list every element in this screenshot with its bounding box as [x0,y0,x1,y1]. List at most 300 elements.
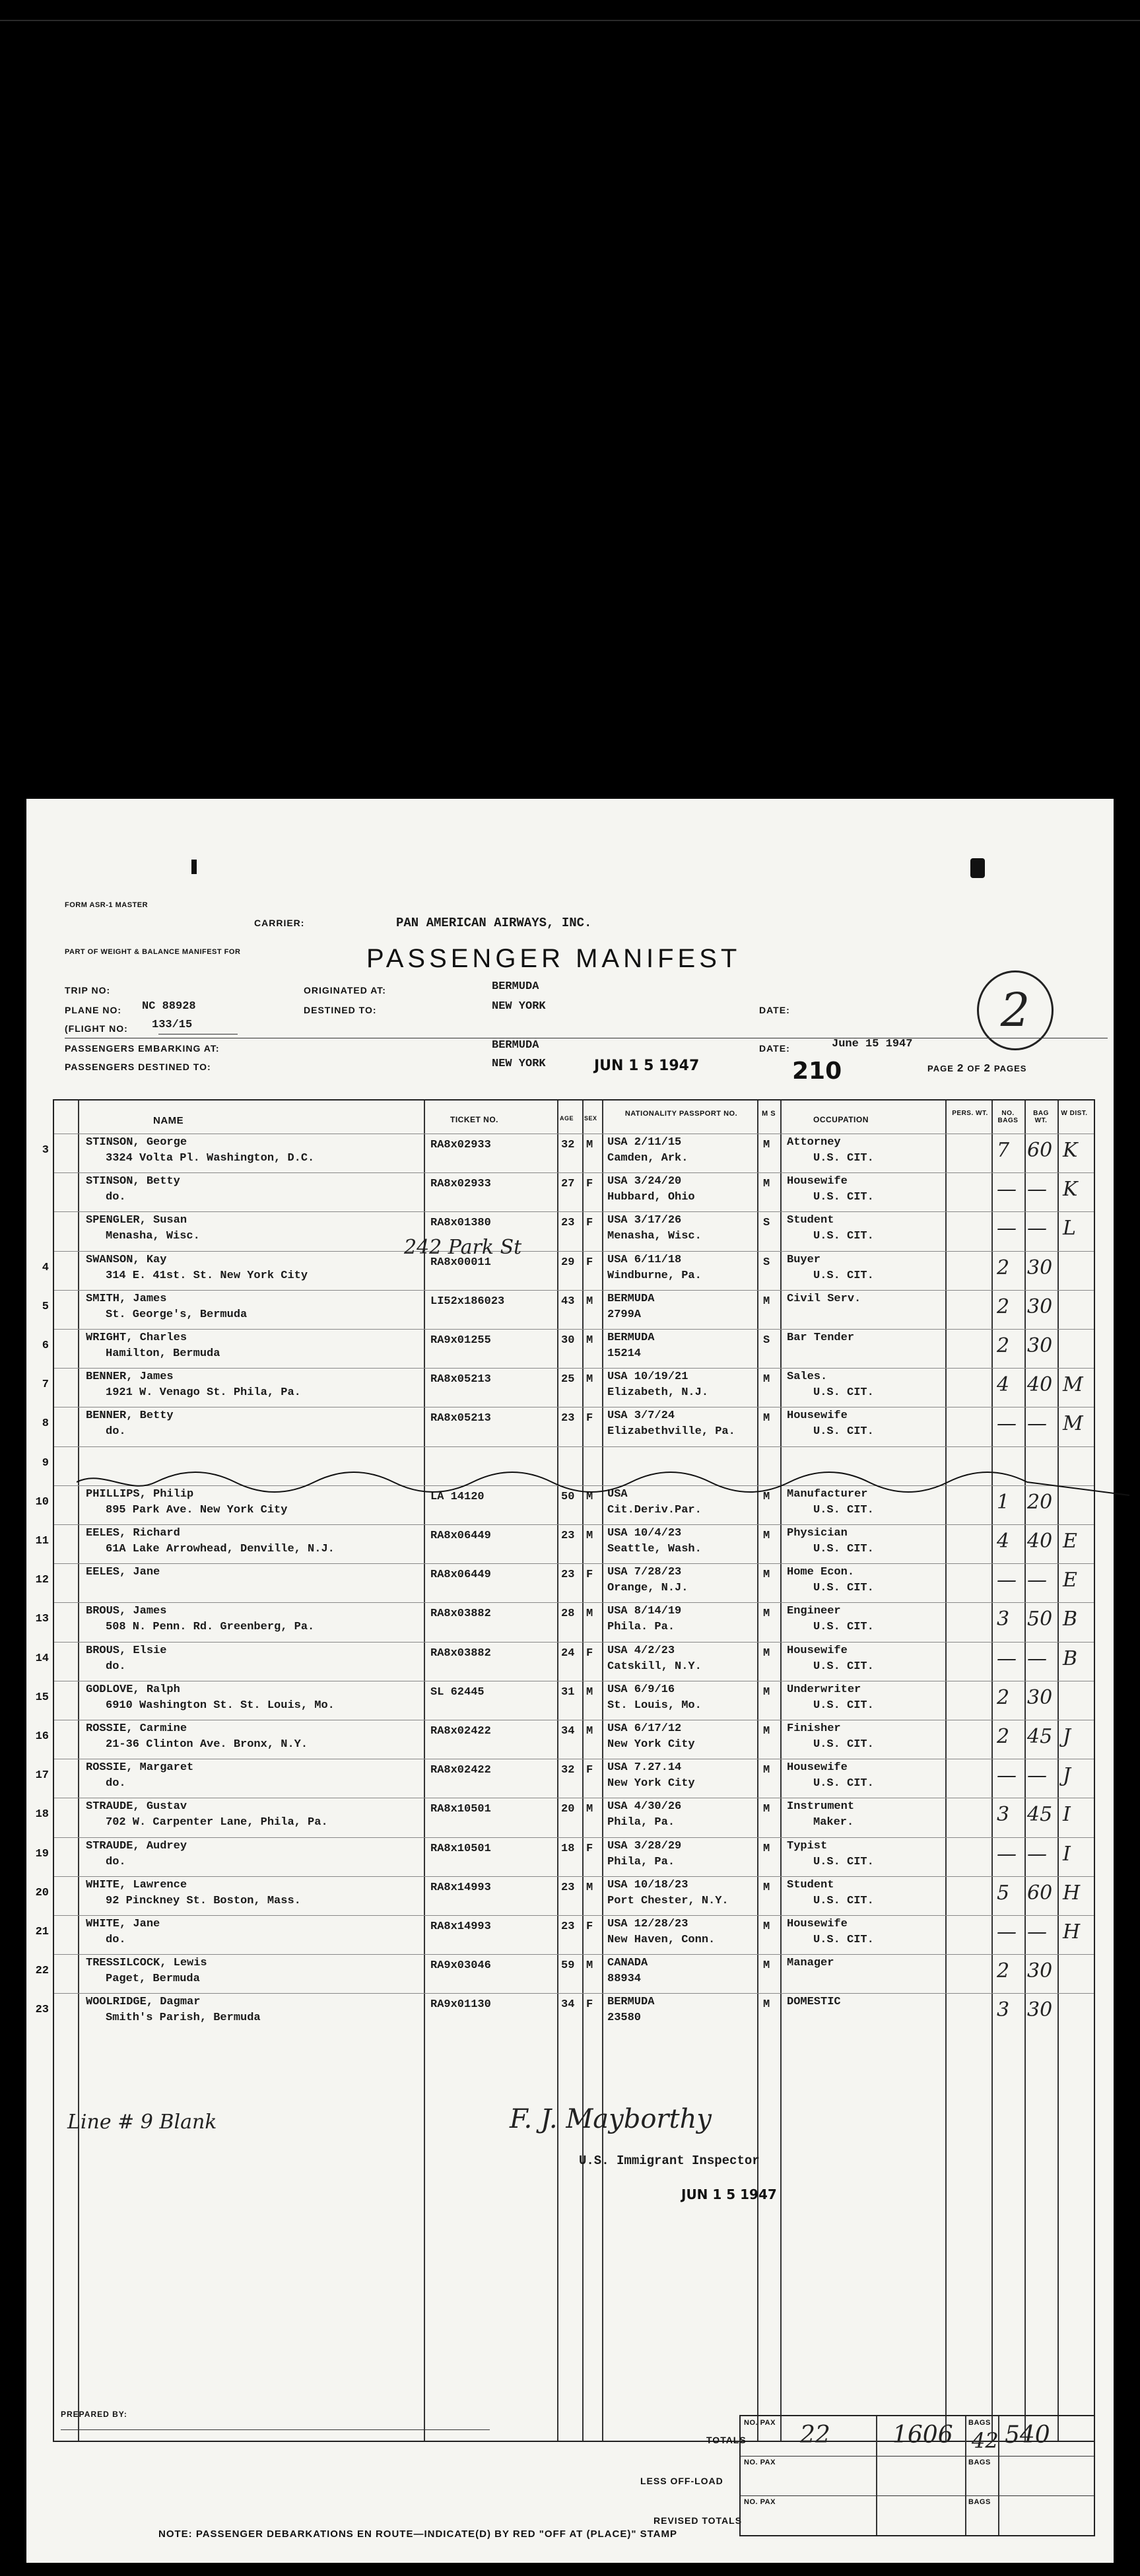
table-row [35,1681,1094,1720]
passenger-address: Hamilton, Bermuda [106,1347,220,1360]
table-row [54,1211,1094,1250]
bag-count: 2 [997,1256,1010,1279]
passenger-sex: M [586,1295,593,1308]
passenger-name: TRESSILCOCK, Lewis [86,1957,207,1970]
flight-label: (FLIGHT NO: [65,1023,128,1034]
passenger-address: 3324 Volta Pl. Washington, D.C. [106,1152,315,1165]
passenger-sex: F [586,1998,593,2012]
weight-dist: M [1063,1373,1083,1397]
occupation: Civil Serv. [787,1292,861,1305]
weight-dist: J [1063,1764,1071,1788]
birthplace: Phila, Pa. [607,1816,675,1829]
embarking-label: PASSENGERS EMBARKING AT: [65,1043,220,1054]
total-pax: 22 [800,2422,830,2449]
inspector-signature: F. J. Mayborthy [510,2104,712,2134]
marital-status: M [763,1569,770,1582]
marital-status: M [763,1530,770,1542]
form-number: FORM ASR-1 MASTER [65,901,149,909]
bag-weight: — [1027,1178,1047,1202]
table-row [35,1759,1094,1798]
no-pax-label: NO. PAX [744,2458,776,2466]
col-w-dist: W DIST. [1061,1110,1088,1117]
plane-value: NC 88928 [142,1000,196,1013]
row-number: 11 [35,1535,49,1547]
part-of-label: PART OF WEIGHT & BALANCE MANIFEST FOR [65,948,241,956]
weight-dist: I [1063,1842,1071,1866]
page-label: PAGE [927,1064,954,1073]
bag-count: 2 [997,1685,1010,1709]
col-ticket: TICKET NO. [450,1115,498,1124]
ticket-number: RA9x01255 [430,1334,491,1347]
bag-count: — [997,1646,1017,1670]
passenger-age: 23 [561,1217,575,1230]
birthplace: Seattle, Wash. [607,1543,702,1555]
destined2-label: PASSENGERS DESTINED TO: [65,1062,211,1072]
row-divider [54,1602,1094,1603]
passenger-address: do. [106,1855,126,1868]
col-divider [965,2416,966,2535]
passenger-address: do. [106,1934,126,1946]
passenger-name: GODLOVE, Ralph [86,1683,180,1696]
ticket-number: RA8x02422 [430,1764,491,1777]
marital-status: M [763,1412,770,1425]
passenger-sex: M [586,1334,593,1347]
marital-status: M [763,1881,770,1894]
occupation: Housewife [787,1644,848,1657]
bag-count: — [997,1569,1017,1592]
passenger-name: WHITE, Jane [86,1918,160,1930]
bag-weight: 60 [1027,1139,1053,1162]
bag-count: — [997,1217,1017,1240]
bag-count: — [997,1764,1017,1788]
birthplace: 88934 [607,1973,642,1986]
passenger-age: 30 [561,1334,575,1347]
passenger-sex: F [586,1256,593,1269]
nationality: USA 4/2/23 [607,1644,675,1657]
ticket-number: RA8x02422 [430,1725,491,1738]
passenger-sex: M [586,1725,593,1738]
strike-wave [77,1466,1129,1505]
passenger-age: 23 [561,1569,575,1582]
date2-label: DATE: [759,1043,790,1054]
bags-label: BAGS [968,2419,991,2427]
col-divider [876,2416,877,2535]
destined-label: DESTINED TO: [304,1005,377,1015]
table-row [35,1524,1094,1563]
table-row [42,1368,1094,1407]
marital-status: M [763,1803,770,1816]
ticket-number: RA8x06449 [430,1530,491,1542]
row-divider [54,1563,1094,1564]
manifest-number-stamp: 210 [792,1058,842,1085]
passenger-age: 18 [561,1842,575,1855]
passenger-sex: M [586,1803,593,1816]
passenger-name: EELES, Jane [86,1566,160,1579]
ticket-number: RA9x03046 [430,1959,491,1973]
citizenship: U.S. CIT. [813,1152,874,1165]
passenger-address: do. [106,1660,126,1673]
occupation: Attorney [787,1136,841,1149]
table-row [42,1290,1094,1329]
citizenship: U.S. CIT. [813,1230,874,1243]
citizenship: U.S. CIT. [813,1386,874,1400]
birthplace: New Haven, Conn. [607,1934,716,1946]
marital-status: M [763,1959,770,1973]
marital-status: M [763,1646,770,1660]
passenger-sex: M [586,1373,593,1386]
birthplace: Phila. Pa. [607,1621,675,1634]
nationality: USA 3/7/24 [607,1409,675,1423]
bag-count: 5 [997,1881,1010,1905]
bag-weight: — [1027,1646,1047,1670]
no-pax-label: NO. PAX [744,2498,776,2506]
passenger-age: 23 [561,1412,575,1425]
bag-weight: 20 [1027,1490,1053,1514]
marital-status: M [763,1295,770,1308]
citizenship: U.S. CIT. [813,1543,874,1555]
bag-weight: 50 [1027,1608,1053,1631]
row-divider [54,1915,1094,1916]
weight-dist: M [1063,1412,1083,1436]
occupation: Housewife [787,1175,848,1188]
col-name: NAME [153,1115,184,1126]
passenger-age: 27 [561,1178,575,1191]
bag-count: 3 [997,1608,1010,1631]
birthplace: 2799A [607,1308,642,1321]
embarking-value: BERMUDA [492,1039,539,1052]
birthplace: Catskill, N.Y. [607,1660,702,1673]
bag-weight: — [1027,1412,1047,1436]
date2-value: June 15 1947 [832,1038,913,1050]
row-number: 19 [35,1847,49,1860]
citizenship: U.S. CIT. [813,1934,874,1946]
passenger-name: ROSSIE, Margaret [86,1761,194,1775]
row-divider [54,1368,1094,1369]
table-row [35,1954,1094,1993]
table-row [35,1837,1094,1876]
marital-status: M [763,1178,770,1191]
occupation: Manager [787,1957,834,1970]
passenger-table [35,1099,1095,2442]
marital-status: M [763,1139,770,1151]
bag-weight: 30 [1027,1959,1053,1983]
citizenship: U.S. CIT. [813,1503,874,1516]
citizenship: U.S. CIT. [813,1425,874,1439]
nationality: USA 7.27.14 [607,1761,682,1775]
nationality: USA 4/30/26 [607,1800,682,1813]
originated-label: ORIGINATED AT: [304,985,386,996]
passenger-address: do. [106,1777,126,1790]
row-number: 15 [35,1691,49,1704]
passenger-address: 508 N. Penn. Rd. Greenberg, Pa. [106,1621,315,1634]
row-divider [54,1251,1094,1252]
occupation: Buyer [787,1253,821,1266]
passenger-age: 24 [561,1646,575,1660]
trip-label: TRIP NO: [65,985,111,996]
passenger-name: BROUS, Elsie [86,1644,167,1657]
row-divider [54,1837,1094,1838]
destined2-value: NEW YORK [492,1058,546,1070]
table-row [35,1602,1094,1641]
passenger-sex: F [586,1920,593,1933]
nationality: USA [607,1487,628,1501]
col-age: AGE [560,1115,574,1122]
table-row [42,1134,1094,1172]
ticket-number: RA8x05213 [430,1412,491,1425]
less-offload-label: LESS OFF-LOAD [640,2476,723,2486]
passenger-address: St. George's, Bermuda [106,1308,248,1321]
table-row [35,1642,1094,1681]
passenger-name: ROSSIE, Carmine [86,1722,187,1735]
passenger-age: 23 [561,1530,575,1542]
nationality: USA 10/19/21 [607,1371,688,1384]
birthplace: 23580 [607,2012,642,2025]
punch-mark [191,860,197,874]
birthplace: Camden, Ark. [607,1152,688,1165]
bag-count: 2 [997,1334,1010,1357]
total-bag-weight: 540 [1005,2422,1050,2449]
occupation: Physician [787,1527,848,1540]
table-row [42,1329,1094,1368]
row-number: 12 [35,1574,49,1587]
birthplace: Menasha, Wisc. [607,1230,702,1243]
row-number: 17 [35,1769,49,1782]
passenger-sex: M [586,1959,593,1973]
page-number: 2 [956,1063,964,1075]
line9-note: Line # 9 Blank [67,2111,217,2134]
bag-count: 4 [997,1373,1010,1397]
nationality: BERMUDA [607,1332,655,1344]
plane-label: PLANE NO: [65,1005,121,1015]
passenger-address: Menasha, Wisc. [106,1230,200,1243]
row-number: 8 [42,1417,49,1431]
weight-dist: K [1063,1139,1078,1162]
weight-dist: E [1063,1530,1077,1553]
passenger-address: 92 Pinckney St. Boston, Mass. [106,1894,301,1907]
passenger-name: WOOLRIDGE, Dagmar [86,1996,201,2009]
passenger-name: PHILLIPS, Philip [86,1487,194,1501]
carrier-value: PAN AMERICAN AIRWAYS, INC. [396,916,592,930]
occupation: Engineer [787,1605,841,1618]
bag-weight: — [1027,1920,1047,1944]
nationality: USA 12/28/23 [607,1918,688,1930]
passenger-sex: F [586,1646,593,1660]
col-occupation: OCCUPATION [813,1115,869,1124]
bag-weight: 60 [1027,1881,1053,1905]
passenger-age: 43 [561,1295,575,1308]
bag-count: — [997,1842,1017,1866]
row-divider [54,1876,1094,1877]
weight-dist: H [1063,1881,1081,1905]
page-of: OF [967,1064,981,1073]
passenger-age: 50 [561,1490,575,1503]
bag-count: 7 [997,1139,1010,1162]
marital-status: M [763,1608,770,1621]
ticket-number: RA8x00011 [430,1256,491,1269]
occupation: Housewife [787,1761,848,1775]
marital-status: M [763,1920,770,1933]
nationality: CANADA [607,1957,648,1970]
bag-count: 1 [997,1490,1010,1514]
passenger-name: SMITH, James [86,1292,167,1305]
bag-weight: 30 [1027,1256,1053,1279]
weight-dist: I [1063,1803,1071,1827]
citizenship: U.S. CIT. [813,1269,874,1282]
passenger-age: 31 [561,1685,575,1699]
passenger-name: SPENGLER, Susan [86,1214,187,1227]
row-number: 18 [35,1808,49,1821]
address-note: 242 Park St [404,1236,522,1259]
table-row [42,1407,1094,1446]
bag-weight: 45 [1027,1725,1053,1748]
occupation: Instrument [787,1800,855,1813]
passenger-sex: M [586,1685,593,1699]
citizenship: U.S. CIT. [813,1699,874,1712]
bag-weight: 45 [1027,1803,1053,1827]
passenger-name: WRIGHT, Charles [86,1332,187,1344]
passenger-age: 32 [561,1764,575,1777]
passenger-sex: M [586,1608,593,1621]
weight-dist: H [1063,1920,1081,1944]
passenger-name: EELES, Richard [86,1527,180,1540]
row-number: 10 [35,1495,49,1508]
bag-count: 3 [997,1803,1010,1827]
bag-count: 2 [997,1295,1010,1318]
col-ms: M S [761,1110,776,1118]
page-title: PASSENGER MANIFEST [366,944,741,973]
passenger-name: BENNER, James [86,1371,174,1384]
col-no-bags: NO. BAGS [997,1110,1019,1124]
page-indicator [927,1063,1026,1075]
row-divider [54,1993,1094,1994]
citizenship: U.S. CIT. [813,1738,874,1751]
weight-dist: E [1063,1569,1077,1592]
bags-label: BAGS [968,2498,991,2506]
birthplace: Hubbard, Ohio [607,1191,695,1204]
nationality: USA 10/18/23 [607,1878,688,1891]
totals-table [739,2415,1095,2536]
row-number: 16 [35,1730,49,1743]
birthplace: Orange, N.J. [607,1582,688,1595]
marital-status: M [763,1764,770,1777]
row-divider [741,2495,1094,2496]
row-number: 21 [35,1926,49,1938]
top-border-line [0,20,1140,21]
row-number: 7 [42,1378,49,1392]
row-number: 6 [42,1339,49,1352]
passenger-name: WHITE, Lawrence [86,1878,187,1891]
col-nationality: NATIONALITY PASSPORT NO. [624,1110,738,1118]
nationality: USA 6/11/18 [607,1253,682,1266]
passenger-age: 34 [561,1998,575,2012]
birthplace: 15214 [607,1347,642,1360]
ticket-number: RA8x14993 [430,1920,491,1933]
table-row [35,1915,1094,1954]
passenger-sex: M [586,1490,593,1503]
marital-status: S [763,1334,770,1347]
birthplace: Windburne, Pa. [607,1269,702,1282]
weight-dist: L [1063,1217,1076,1240]
row-divider [54,1211,1094,1212]
revised-totals-label: REVISED TOTALS [654,2515,743,2526]
passenger-address: 702 W. Carpenter Lane, Phila, Pa. [106,1816,328,1829]
col-sex: SEX [584,1115,597,1122]
occupation: Bar Tender [787,1332,855,1344]
marital-status: M [763,1842,770,1855]
passenger-sex: F [586,1764,593,1777]
bag-count: 2 [997,1725,1010,1748]
passenger-name: STINSON, George [86,1136,187,1149]
ticket-number: RA8x10501 [430,1842,491,1855]
row-number: 5 [42,1300,49,1313]
passenger-age: 32 [561,1139,575,1151]
marital-status: M [763,1725,770,1738]
punch-mark [970,858,985,878]
occupation: Sales. [787,1371,828,1384]
occupation: Typist [787,1839,828,1852]
passenger-name: BENNER, Betty [86,1409,174,1423]
bag-weight: 30 [1027,1334,1053,1357]
passenger-sex: F [586,1217,593,1230]
occupation: Home Econ. [787,1566,855,1579]
passenger-age: 23 [561,1881,575,1894]
weight-dist: K [1063,1178,1078,1202]
inspector-title: U.S. Immigrant Inspector [579,2153,760,2168]
bag-weight: 30 [1027,1998,1053,2022]
ticket-number: LI52x186023 [430,1295,505,1308]
marital-status: M [763,1685,770,1699]
row-number: 13 [35,1613,49,1626]
table-row [35,1798,1094,1837]
passenger-name: SWANSON, Kay [86,1253,167,1266]
bag-weight: — [1027,1764,1047,1788]
marital-status: S [763,1256,770,1269]
nationality: USA 3/28/29 [607,1839,682,1852]
marital-status: M [763,1490,770,1503]
citizenship: Maker. [813,1816,854,1829]
row-divider [54,1524,1094,1525]
nationality: USA 6/9/16 [607,1683,675,1696]
ticket-number: RA8x14993 [430,1881,491,1894]
nationality: USA 3/17/26 [607,1214,682,1227]
passenger-name: STRAUDE, Audrey [86,1839,187,1852]
bags-label: BAGS [968,2458,991,2466]
bag-count: 3 [997,1998,1010,2022]
passenger-age: 20 [561,1803,575,1816]
ticket-number: RA8x06449 [430,1569,491,1582]
citizenship: U.S. CIT. [813,1894,874,1907]
circled-page-number: 2 [977,970,1054,1050]
passenger-sex: M [586,1139,593,1151]
row-number: 22 [35,1965,49,1978]
bag-weight: 40 [1027,1530,1053,1553]
bag-count: — [997,1178,1017,1202]
ticket-number: LA 14120 [430,1490,485,1503]
row-divider [54,1446,1094,1447]
bag-weight: — [1027,1217,1047,1240]
occupation: Housewife [787,1918,848,1930]
table-row [35,1720,1094,1759]
occupation: Housewife [787,1409,848,1423]
carrier-label: CARRIER: [254,918,305,928]
bag-weight: 30 [1027,1295,1053,1318]
totals-label: TOTALS [706,2435,747,2445]
row-divider [54,1642,1094,1643]
passenger-age: 34 [561,1725,575,1738]
pages-label: PAGES [993,1064,1027,1073]
nationality: USA 10/4/23 [607,1527,682,1540]
table-row [42,1251,1094,1290]
